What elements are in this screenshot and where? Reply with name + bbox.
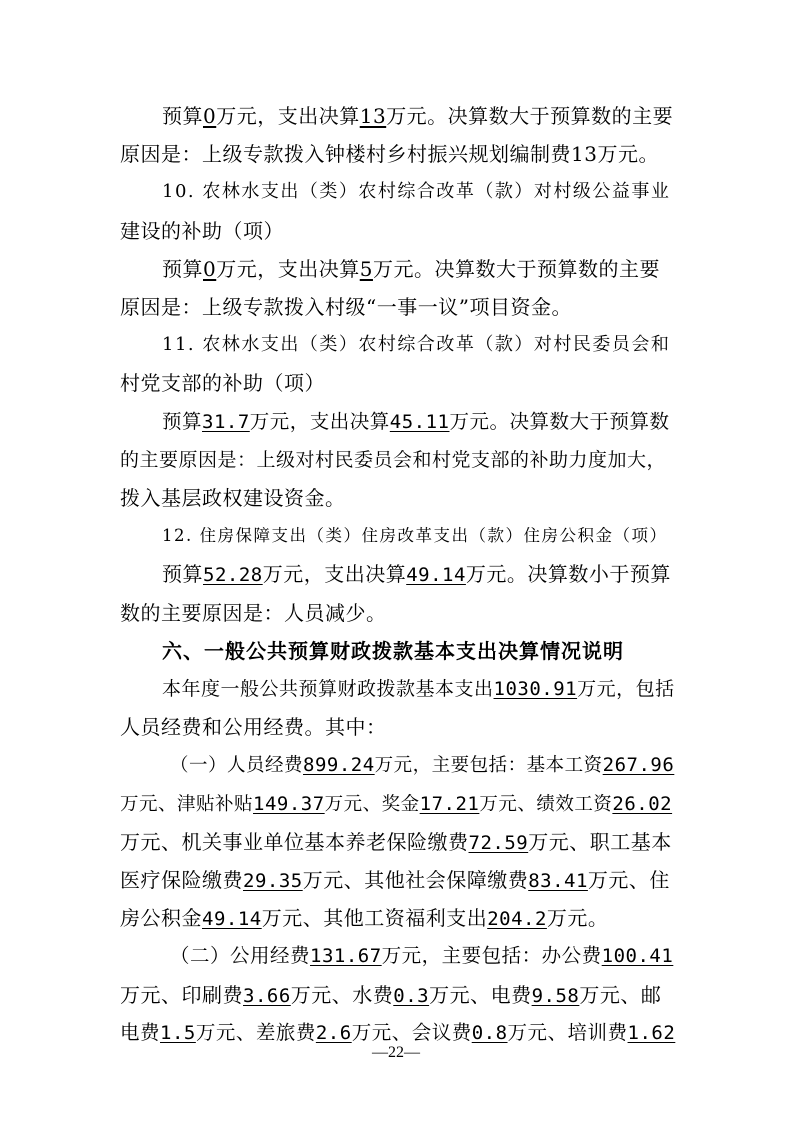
text-segment: 12. 住房保障支出（类）住房改革支出（款）住房公积金（项） xyxy=(162,526,668,545)
underlined-amount: 83.41 xyxy=(528,870,588,892)
text-segment: 预算 xyxy=(162,257,203,281)
text-segment: 原因是：上级专款拨入钟楼村乡村振兴规划编制费13万元。 xyxy=(120,142,659,166)
text-segment: 预算 xyxy=(162,104,203,128)
underlined-amount: 1.62 xyxy=(627,1022,676,1044)
text-segment: 预算 xyxy=(162,410,203,433)
underlined-amount: 3.66 xyxy=(243,985,291,1007)
text-segment: （二）公用经费 xyxy=(170,944,311,967)
underlined-amount: 267.96 xyxy=(602,754,675,776)
text-line xyxy=(162,677,676,701)
text-segment: 万元、电费 xyxy=(429,983,532,1007)
text-segment: 的主要原因是：上级对村民委员会和村党支部的补助力度加大， xyxy=(120,449,667,471)
text-segment: 预算 xyxy=(162,562,203,586)
underlined-amount: 2.6 xyxy=(315,1022,352,1044)
underlined-amount: 72.59 xyxy=(468,832,529,854)
underlined-amount: 149.37 xyxy=(253,793,325,815)
underlined-amount: 45.11 xyxy=(389,411,450,433)
text-segment: 万元。决算数大于预算数 xyxy=(449,410,670,433)
text-segment: 人员经费和公用经费。其中： xyxy=(120,715,387,739)
text-line xyxy=(162,180,676,204)
text-line xyxy=(120,830,676,854)
text-segment: 本年度一般公共预算财政拨款基本支出 xyxy=(162,678,494,700)
text-segment: 万元，支出决算 xyxy=(262,562,407,586)
text-segment: 建设的补助（项） xyxy=(120,219,284,243)
underlined-amount: 49.14 xyxy=(202,908,262,930)
text-segment: 万元、其他社会保障缴费 xyxy=(302,868,529,892)
text-segment: 万元、奖金 xyxy=(324,794,420,815)
text-segment: 六、一般公共预算财政拨款基本支出决算情况说明 xyxy=(162,639,624,663)
text-segment: 万元、职工基本 xyxy=(528,830,672,854)
underlined-amount: 204.2 xyxy=(487,908,547,930)
underlined-amount: 0.8 xyxy=(471,1022,508,1044)
text-segment: 万元、机关事业单位基本养老保险缴费 xyxy=(120,830,469,854)
underlined-amount: 899.24 xyxy=(303,754,375,776)
text-line xyxy=(120,142,676,166)
text-line xyxy=(120,486,676,510)
underlined-amount: 100.41 xyxy=(601,945,674,967)
text-segment: 村党支部的补助（项） xyxy=(120,371,325,395)
text-segment: 万元、水费 xyxy=(290,983,394,1007)
text-line xyxy=(162,562,676,586)
section-heading xyxy=(162,639,676,663)
underlined-amount: 5 xyxy=(359,257,373,281)
underlined-amount: 17.21 xyxy=(419,793,480,815)
text-line xyxy=(120,1021,676,1045)
text-segment: 医疗保险缴费 xyxy=(120,868,243,892)
underlined-amount: 13 xyxy=(359,104,387,128)
text-segment: 万元、绩效工资 xyxy=(479,794,613,815)
text-segment: 万元、培训费 xyxy=(507,1021,628,1044)
underlined-amount: 0 xyxy=(203,104,217,128)
text-segment: 万元。决算数大于预算数的主要 xyxy=(386,104,674,128)
text-segment: 万元，主要包括：办公费 xyxy=(381,944,602,967)
text-line xyxy=(162,524,676,548)
text-segment: 万元、其他工资福利支出 xyxy=(261,906,488,930)
underlined-amount: 131.67 xyxy=(310,945,382,967)
text-segment: 万元。决算数大于预算数的主要 xyxy=(372,257,660,281)
underlined-amount: 1.5 xyxy=(160,1022,196,1044)
text-segment: 万元，支出决算 xyxy=(216,257,360,281)
text-segment: 万元、邮 xyxy=(579,983,662,1007)
underlined-amount: 0 xyxy=(203,257,217,281)
text-segment: （一）人员经费 xyxy=(170,755,304,776)
text-line xyxy=(120,448,676,472)
underlined-amount: 49.14 xyxy=(406,564,466,586)
text-segment: 11. 农林水支出（类）农村综合改革（款）对村民委员会和 xyxy=(162,334,671,355)
underlined-amount: 0.3 xyxy=(393,985,430,1007)
text-segment: 万元，支出决算 xyxy=(216,104,360,128)
text-line xyxy=(120,219,676,243)
text-segment: 数的主要原因是：人员减少。 xyxy=(120,601,387,625)
text-line xyxy=(170,753,676,777)
underlined-amount: 9.58 xyxy=(531,985,580,1007)
page-number: —22— xyxy=(372,1044,420,1061)
text-segment: 万元。 xyxy=(546,906,609,930)
text-line xyxy=(120,715,676,739)
text-segment: 万元、差旅费 xyxy=(195,1021,316,1044)
text-line xyxy=(162,257,676,281)
text-line xyxy=(120,792,676,816)
underlined-amount: 31.7 xyxy=(202,411,250,433)
text-segment: 万元、住 xyxy=(587,868,670,892)
underlined-amount: 52.28 xyxy=(203,564,263,586)
text-line xyxy=(170,944,676,968)
text-segment: 万元，包括 xyxy=(577,678,675,700)
underlined-amount: 26.02 xyxy=(612,793,673,815)
text-segment: 万元、会议费 xyxy=(351,1021,472,1044)
text-segment: 万元、印刷费 xyxy=(120,983,243,1007)
text-segment: 房公积金 xyxy=(120,906,202,930)
text-line xyxy=(120,601,676,625)
text-segment: 万元，主要包括：基本工资 xyxy=(374,755,603,776)
text-segment: 万元，支出决算 xyxy=(249,410,390,433)
text-line xyxy=(120,906,676,930)
text-line xyxy=(120,868,676,892)
text-line xyxy=(162,333,676,357)
text-segment: 万元。决算数小于预算 xyxy=(465,562,671,586)
text-segment: 电费 xyxy=(120,1021,161,1044)
text-line xyxy=(120,983,676,1007)
text-line xyxy=(162,410,676,434)
text-segment: 10. 农林水支出（类）农村综合改革（款）对村级公益事业 xyxy=(162,181,671,202)
text-line xyxy=(162,104,676,128)
text-segment: 拨入基层政权建设资金。 xyxy=(120,486,346,510)
underlined-amount: 1030.91 xyxy=(493,678,578,700)
text-segment: 万元、津贴补贴 xyxy=(120,794,254,815)
text-line xyxy=(120,371,676,395)
text-segment: 原因是：上级专款拨入村级“一事一议”项目资金。 xyxy=(120,295,572,319)
text-line xyxy=(120,295,676,319)
underlined-amount: 29.35 xyxy=(243,870,303,892)
